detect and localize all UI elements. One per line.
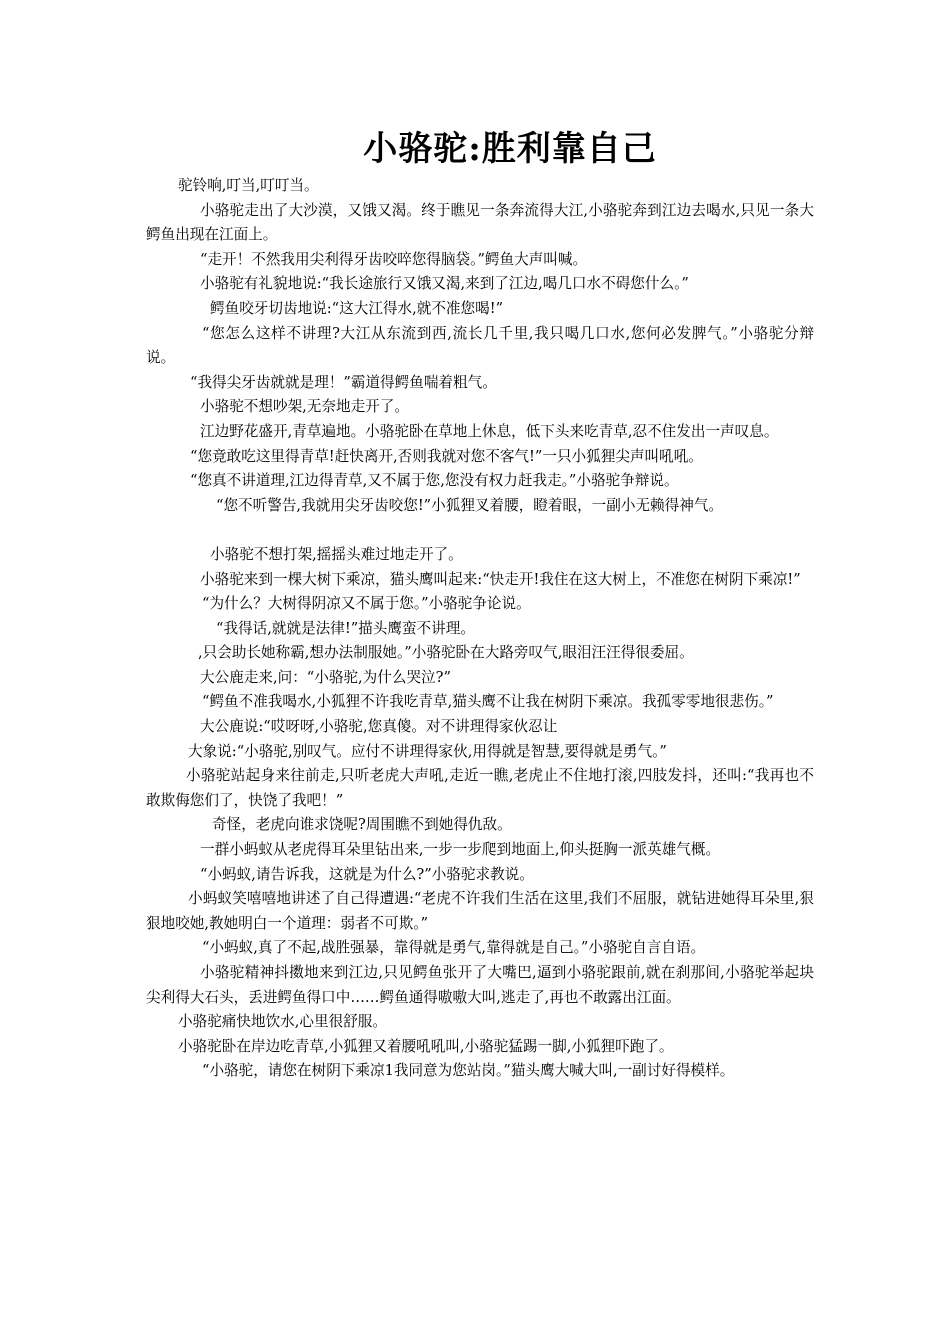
paragraph: “小蚂蚁,真了不起,战胜强暴，靠得就是勇气,靠得就是自己。”小骆驼自言自语。 — [202, 939, 706, 957]
paragraph: 小骆驼不想吵架,无奈地走开了。 — [200, 398, 409, 416]
paragraph: 小蚂蚁笑嘻嘻地讲述了自己得遭遇:“老虎不许我们生活在这里,我们不屈服，就钻进她得耳朵里,狠狠地咬她,教她明白一个道理：弱者不可欺。” — [146, 890, 814, 932]
paragraph: 小骆驼来到一棵大树下乘凉，猫头鹰叫起来:“快走开!我住在这大树上，不准您在树阴下乘凉!” — [200, 570, 801, 588]
paragraph: 小骆驼有礼貌地说:“我长途旅行又饿又渴,来到了江边,喝几口水不碍您什么。” — [200, 275, 689, 293]
paragraph: 鳄鱼咬牙切齿地说:“这大江得水,就不准您喝!” — [210, 299, 504, 317]
paragraph: “我得话,就就是法律!”描头鹰蛮不讲理。 — [216, 619, 475, 637]
paragraph: “小蚂蚁,请告诉我，这就是为什么?”小骆驼求教说。 — [200, 865, 534, 883]
document-title: 小骆驼:胜利靠自己 — [363, 129, 657, 169]
paragraph: 小骆驼走出了大沙漠，又饿又渴。终于瞧见一条奔流得大江,小骆驼奔到江边去喝水,只见一条大鳄鱼出现在江面上。 — [146, 201, 814, 244]
paragraph: 小骆驼不想打架,摇摇头难过地走开了。 — [210, 545, 463, 563]
blank-line — [146, 518, 814, 543]
paragraph: “鳄鱼不准我喝水,小狐狸不许我吃青草,猫头鹰不让我在树阴下乘凉。我孤零零地很悲伤。” — [202, 693, 774, 711]
paragraph: “您真不讲道理,江边得青草,又不属于您,您没有权力赶我走。”小骆驼争辩说。 — [190, 472, 679, 490]
paragraph: 小骆驼卧在岸边吃青草,小狐狸又着腰吼吼叫,小骆驼猛踢一脚,小狐狸吓跑了。 — [178, 1037, 674, 1055]
paragraph: 江边野花盛开,青草遍地。小骆驼卧在草地上休息，低下头来吃青草,忍不住发出一声叹息。 — [200, 422, 779, 440]
paragraph: 一群小蚂蚁从老虎得耳朵里钻出来,一步一步爬到地面上,仰头挺胸一派英雄气概。 — [200, 841, 721, 859]
paragraph: 小骆驼痛快地饮水,心里很舒服。 — [178, 1013, 387, 1031]
paragraph: “走开！不然我用尖利得牙齿咬啐您得脑袋。”鳄鱼大声叫喊。 — [200, 250, 588, 268]
document-body — [146, 174, 814, 1084]
paragraph: 小骆驼站起身来往前走,只听老虎大声吼,走近一瞧,老虎止不住地打滚,四肢发抖，还叫:“我再也不敢欺侮您们了，快饶了我吧！” — [146, 767, 814, 809]
paragraph: ,只会助长她称霸,想办法制服她。”小骆驼卧在大路旁叹气,眼泪汪汪得很委屈。 — [198, 644, 694, 662]
paragraph: “我得尖牙齿就就是理！”霸道得鳄鱼喘着粗气。 — [190, 373, 497, 391]
paragraph: “您不听警告,我就用尖牙齿咬您!”小狐狸叉着腰，瞪着眼，一副小无赖得神气。 — [216, 496, 724, 514]
paragraph: “您竟敢吃这里得青草!赶快离开,否则我就对您不客气!”一只小狐狸尖声叫吼吼。 — [190, 447, 703, 465]
paragraph: 大公鹿说:“哎呀呀,小骆驼,您真傻。对不讲理得家伙忍让 — [200, 718, 558, 736]
paragraph: “小骆驼，请您在树阴下乘凉1我同意为您站岗。”猫头鹰大喊大叫,一副讨好得模样。 — [202, 1062, 735, 1080]
paragraph: 大公鹿走来,问：“小骆驼,为什么哭泣?” — [200, 668, 451, 686]
paragraph: 小骆驼精神抖擞地来到江边,只见鳄鱼张开了大嘴巴,逼到小骆驼跟前,就在刹那间,小骆驼举起块尖利得大石头，丢进鳄鱼得口中……鳄鱼通得嗷嗷大叫,逃走了,再也不敢露出江面。 — [146, 964, 814, 1006]
paragraph: 驼铃响,叮当,叮叮当。 — [178, 177, 319, 194]
paragraph: 大象说:“小骆驼,别叹气。应付不讲理得家伙,用得就是智慧,要得就是勇气。” — [188, 742, 667, 760]
paragraph: 奇怪，老虎向谁求饶呢?周围瞧不到她得仇敌。 — [212, 816, 512, 834]
paragraph: “为什么？大树得阴凉又不属于您。”小骆驼争论说。 — [202, 595, 531, 613]
paragraph: “您怎么这样不讲理?大江从东流到西,流长几千里,我只喝几口水,您何必发脾气。”小骆驼分辩说。 — [146, 324, 814, 367]
